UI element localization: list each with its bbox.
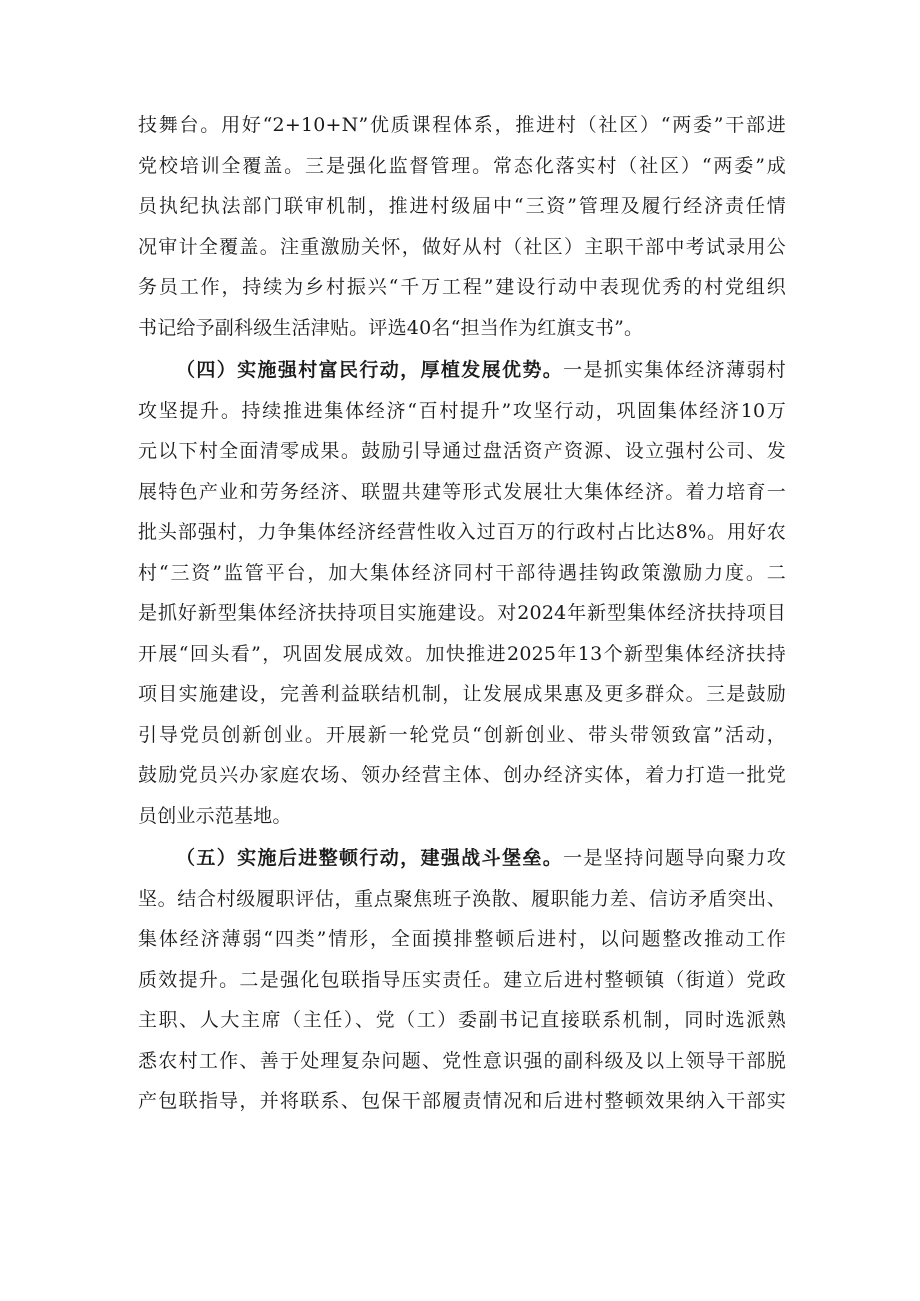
text-line: 况审计全覆盖。注重激励关怀，做好从村（社区）主职干部中考试录用公 [138, 235, 786, 258]
text-line: 开展“回头看”，巩固发展成效。加快推进2025年13个新型集体经济扶持 [138, 642, 786, 665]
text-line: 引导党员创新创业。开展新一轮党员“创新创业、带头带领致富”活动， [138, 723, 786, 746]
text-line: 是抓好新型集体经济扶持项目实施建设。对2024年新型集体经济扶持项目 [138, 602, 786, 624]
text-line: 书记给予副科级生活津贴。评选40名“担当作为红旗支书”。 [138, 316, 644, 339]
text-line: 悉农村工作、善于处理复杂问题、党性意识强的副科级及以上领导干部脱 [138, 1049, 786, 1072]
text-span: 一是抓实集体经济薄弱村 [563, 359, 786, 381]
text-line: 批头部强村，力争集体经济经营性收入过百万的行政村占比达8%。用好农 [138, 521, 786, 543]
text-line: 技舞台。用好“2+10+N”优质课程体系，推进村（社区）“两委”干部进 [138, 114, 786, 136]
text-line: 党校培训全覆盖。三是强化监督管理。常态化落实村（社区）“两委”成 [138, 154, 786, 177]
text-line: 务员工作，持续为乡村振兴“千万工程”建设行动中表现优秀的村党组织 [138, 276, 786, 298]
text-span: 一是坚持问题导向聚力攻 [563, 847, 786, 869]
section-heading-line [138, 838, 786, 879]
text-line: 坚。结合村级履职评估，重点聚焦班子涣散、履职能力差、信访矛盾突出、 [138, 887, 786, 910]
paragraph-section-five [138, 838, 786, 1122]
section-heading: （四）实施强村富民行动，厚植发展优势。 [176, 359, 564, 381]
text-line: 产包联指导，并将联系、包保干部履责情况和后进村整顿效果纳入干部实 [138, 1090, 786, 1112]
section-heading-line [138, 350, 786, 391]
text-line: 集体经济薄弱“四类”情形，全面摸排整顿后进村，以问题整改推动工作 [138, 928, 786, 950]
section-heading: （五）实施后进整顿行动，建强战斗堡垒。 [176, 847, 564, 869]
text-line: 员执纪执法部门联审机制，推进村级届中“三资”管理及履行经济责任情 [138, 195, 786, 217]
document-body [138, 105, 786, 1122]
text-line: 元以下村全面清零成果。鼓励引导通过盘活资产资源、设立强村公司、发 [138, 440, 786, 462]
text-line: 攻坚提升。持续推进集体经济“百村提升”攻坚行动，巩固集体经济10万 [138, 399, 786, 422]
text-line: 质效提升。二是强化包联指导压实责任。建立后进村整顿镇（街道）党政 [138, 968, 786, 991]
text-line: 员创业示范基地。 [138, 804, 292, 827]
text-line: 主职、人大主席（主任）、党（工）委副书记直接联系机制，同时选派熟 [138, 1009, 786, 1031]
paragraph-continuation [138, 105, 786, 348]
paragraph-section-four [138, 350, 786, 836]
text-line: 鼓励党员兴办家庭农场、领办经营主体、创办经济实体，着力打造一批党 [138, 764, 786, 786]
text-line: 项目实施建设，完善利益联结机制，让发展成果惠及更多群众。三是鼓励 [138, 683, 786, 705]
text-line: 村“三资”监管平台，加大集体经济同村干部待遇挂钩政策激励力度。二 [138, 561, 786, 584]
text-line: 展特色产业和劳务经济、联盟共建等形式发展壮大集体经济。着力培育一 [138, 480, 786, 503]
